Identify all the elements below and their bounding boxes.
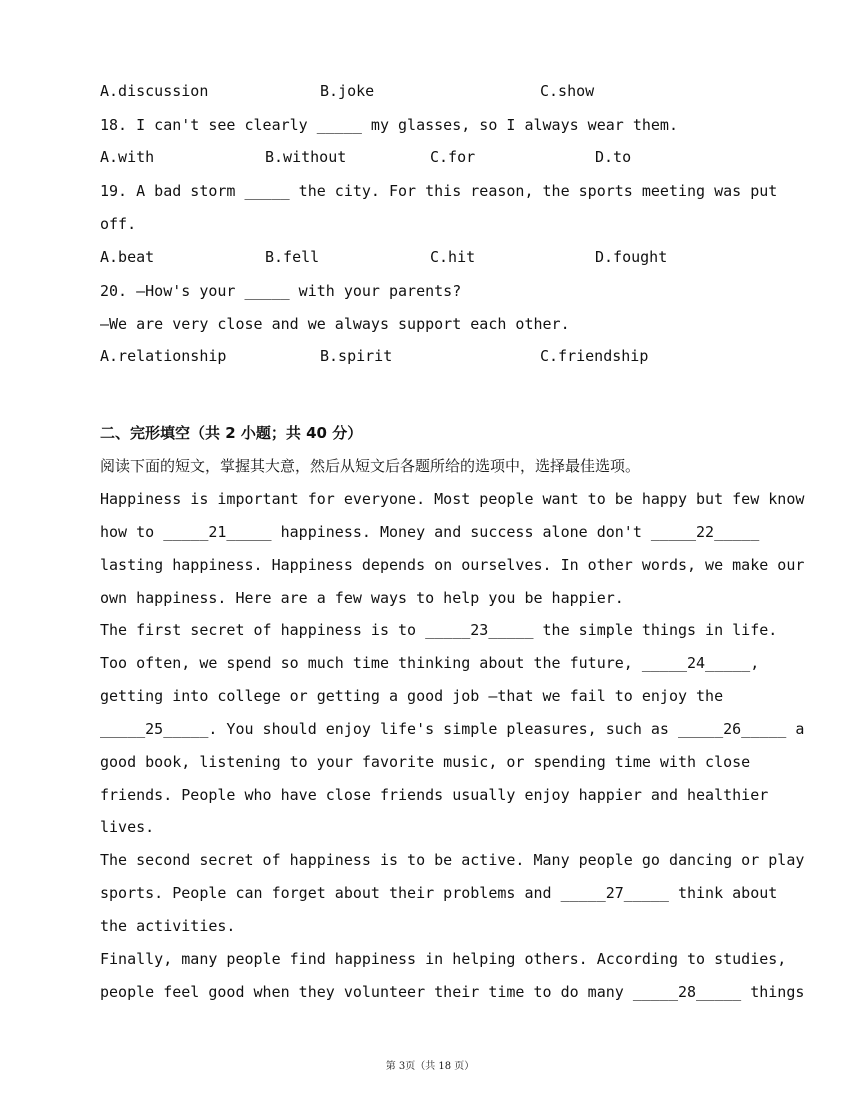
passage-line: The second secret of happiness is to be active. Many people go dancing or play	[100, 851, 805, 869]
q20-option-b: B.spirit	[320, 347, 393, 365]
passage-line: lasting happiness. Happiness depends on ourselves. In other words, we make our	[100, 556, 805, 574]
passage-line: Too often, we spend so much time thinking about the future, _____24_____,	[100, 654, 760, 672]
q19-option-c: C.hit	[430, 248, 476, 266]
q19-option-b: B.fell	[265, 248, 320, 266]
passage-line: _____25_____. You should enjoy life's simple pleasures, such as _____26_____ a	[100, 720, 805, 738]
passage-line: how to _____21_____ happiness. Money and success alone don't _____22_____	[100, 523, 760, 541]
passage-line: Finally, many people find happiness in helping others. According to studies,	[100, 950, 787, 968]
passage-line: Happiness is important for everyone. Most people want to be happy but few know	[100, 490, 805, 508]
passage-line: getting into college or getting a good job —that we fail to enjoy the	[100, 687, 724, 705]
passage-line: people feel good when they volunteer their time to do many _____28_____ things	[100, 983, 805, 1001]
q20-option-a: A.relationship	[100, 347, 227, 365]
passage-line: good book, listening to your favorite music, or spending time with close	[100, 753, 751, 771]
passage-line: friends. People who have close friends usually enjoy happier and healthier	[100, 786, 769, 804]
q19-option-d: D.fought	[595, 248, 668, 266]
q19-stem-line2: off.	[100, 215, 137, 233]
passage-line: own happiness. Here are a few ways to help you be happier.	[100, 589, 624, 607]
q19-stem-line1: 19. A bad storm _____ the city. For this reason, the sports meeting was put	[100, 182, 778, 200]
q19-option-a: A.beat	[100, 248, 155, 266]
section-instruction: 阅读下面的短文，掌握其大意，然后从短文后各题所给的选项中，选择最佳选项。	[100, 457, 641, 475]
section-title: 二、完形填空（共 2 小题；共 40 分）	[100, 424, 363, 442]
q17-option-b: B.joke	[320, 82, 375, 100]
passage-line: the activities.	[100, 917, 236, 935]
page-footer: 第 3页（共 18 页）	[385, 1061, 475, 1072]
q18-stem: 18. I can't see clearly _____ my glasses, so I always wear them.	[100, 116, 678, 134]
q18-option-b: B.without	[265, 148, 347, 166]
passage-line: lives.	[100, 818, 155, 836]
q17-option-a: A.discussion	[100, 82, 209, 100]
passage-line: The first secret of happiness is to _____23_____ the simple things in life.	[100, 621, 778, 639]
q18-option-c: C.for	[430, 148, 476, 166]
q20-option-c: C.friendship	[540, 347, 649, 365]
q17-option-c: C.show	[540, 82, 595, 100]
q18-option-a: A.with	[100, 148, 155, 166]
passage-line: sports. People can forget about their problems and _____27_____ think about	[100, 884, 778, 902]
q18-option-d: D.to	[595, 148, 632, 166]
q20-stem: 20. —How's your _____ with your parents?	[100, 282, 462, 300]
q20-reply: —We are very close and we always support each other.	[100, 315, 570, 333]
